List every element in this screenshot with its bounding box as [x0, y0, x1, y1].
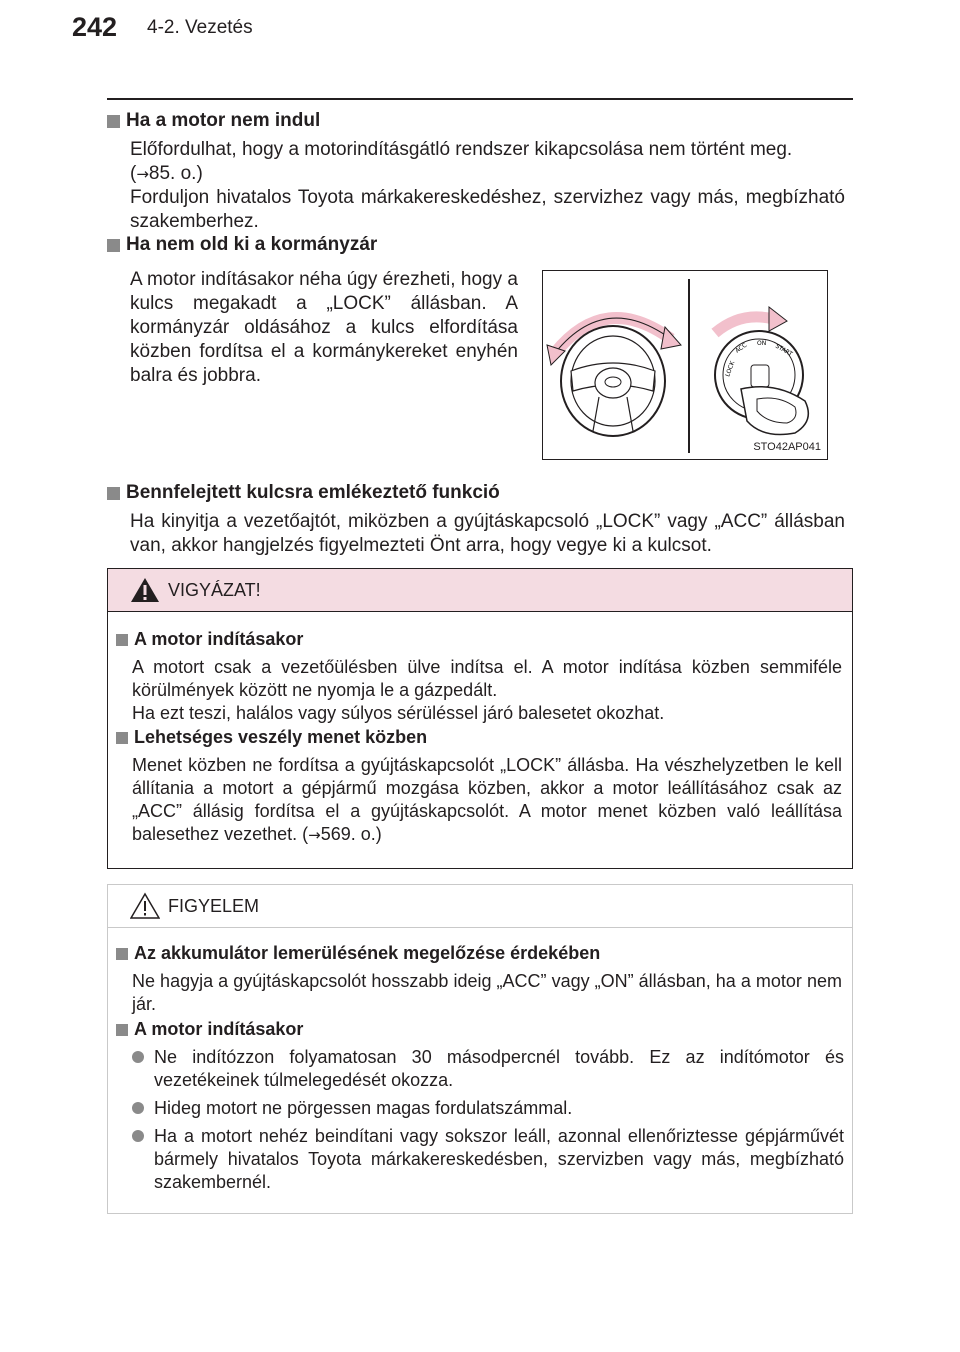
square-bullet-icon [116, 1024, 128, 1036]
notice-bullet: Ha a motort nehéz beindítani vagy sokszor leáll, azonnal ellenőriztesse gépjárművét bármely hivatalos Toyota márkakereskedésben, szervizben vagy más, megbízható szakembernél. [132, 1125, 844, 1194]
warning-header [108, 569, 852, 612]
notice-title: FIGYELEM [168, 895, 260, 916]
notice-box [107, 884, 853, 1214]
round-bullet-icon [132, 1051, 144, 1063]
square-bullet-icon [116, 948, 128, 960]
section-heading-text: Ha a motor nem indul [126, 110, 321, 131]
notice-item-body: Ne hagyja a gyújtáskapcsolót hosszabb ideig „ACC” vagy „ON” állásban, ha a motor nem jár. [132, 971, 842, 1014]
warning-item-body: Menet közben ne fordítsa a gyújtáskapcsolót „LOCK” állásba. Ha vészhelyzetben le kell állítania a motort a gépjármű mozgása közben, akkor a motor leállításához csak az „ACC” állásig fordítsa el a gyújtáskapcsolót. A motor menet közben való leállítása balesethez vezethet. (→569. o.) [132, 755, 842, 844]
square-bullet-icon [107, 115, 120, 128]
notice-item-heading: Az akkumulátor lemerülésének megelőzése érdekében [116, 943, 600, 964]
body-line: Forduljon hivatalos Toyota márkakereskedéshez, szervizhez vagy más, megbízható szakemberhez. [130, 187, 845, 232]
warning-box [107, 568, 853, 869]
square-bullet-icon [107, 487, 120, 500]
switch-label: ON [757, 340, 767, 347]
switch-label: LOCK [724, 360, 737, 378]
section-body-kormanyzar: A motor indításakor néha úgy érezheti, hogy a kulcs megakadt a „LOCK” állásban. A kormányzár oldásához a kulcs elfordítása közben fordítsa el a kormánykereket enyhén balra és jobbra. [130, 269, 518, 386]
right-arrow-icon: → [136, 165, 149, 183]
notice-bullet: Ne indítózzon folyamatosan 30 másodpercnél tovább. Ez az indítómotor és vezetékeinek túlmelegedését okozza. [132, 1046, 844, 1092]
square-bullet-icon [116, 732, 128, 744]
square-bullet-icon [116, 634, 128, 646]
page-reference: (→85. o.) [130, 163, 203, 184]
warning-triangle-icon [130, 576, 160, 604]
warning-item-body: A motort csak a vezetőülésben ülve indítsa el. A motor indítása közben semmiféle körülmények között ne nyomja le a gázpedált. Ha ezt teszi, halálos vagy súlyos sérüléssel járó balesetet okozhat. [132, 657, 842, 723]
steering-lock-illustration [542, 270, 828, 460]
warning-item-heading: Lehetséges veszély menet közben [116, 727, 427, 748]
switch-label: START [774, 342, 794, 358]
section-heading-kulcs-emlekezteto [107, 482, 500, 504]
section-heading-text: Ha nem old ki a kormányzár [126, 234, 378, 255]
notice-header [108, 885, 852, 928]
body-line: Előfordulhat, hogy a motorindításgátló rendszer kikapcsolása nem történt meg. [130, 139, 793, 160]
right-arrow-icon: → [308, 826, 321, 844]
page-number: 242 [72, 12, 118, 42]
warning-title: VIGYÁZAT! [168, 579, 261, 600]
chapter-title: 4-2. Vezetés [147, 17, 253, 38]
switch-label: ACC [734, 341, 749, 355]
steering-wheel-icon [561, 326, 665, 436]
warning-item-heading: A motor indításakor [116, 629, 303, 650]
notice-item-heading: A motor indításakor [116, 1019, 303, 1040]
section-heading-text: Bennfelejtett kulcsra emlékeztető funkció [126, 482, 500, 503]
section-heading-kormanyzar [107, 234, 377, 256]
section-body-motor-nem-indul [130, 138, 845, 234]
header-rule [107, 98, 853, 100]
section-heading-motor-nem-indul [107, 110, 320, 132]
square-bullet-icon [107, 239, 120, 252]
notice-bullet: Hideg motort ne pörgessen magas fordulatszámmal. [132, 1097, 844, 1120]
caution-triangle-icon [130, 892, 160, 920]
figure-code: STO42AP041 [753, 441, 821, 453]
ignition-switch-icon [715, 331, 808, 435]
round-bullet-icon [132, 1130, 144, 1142]
round-bullet-icon [132, 1102, 144, 1114]
section-body-kulcs-emlekezteto: Ha kinyitja a vezetőajtót, miközben a gyújtáskapcsoló „LOCK” vagy „ACC” állásban van, akkor hangjelzés figyelmezteti Önt arra, hogy vegye ki a kulcsot. [130, 511, 845, 556]
